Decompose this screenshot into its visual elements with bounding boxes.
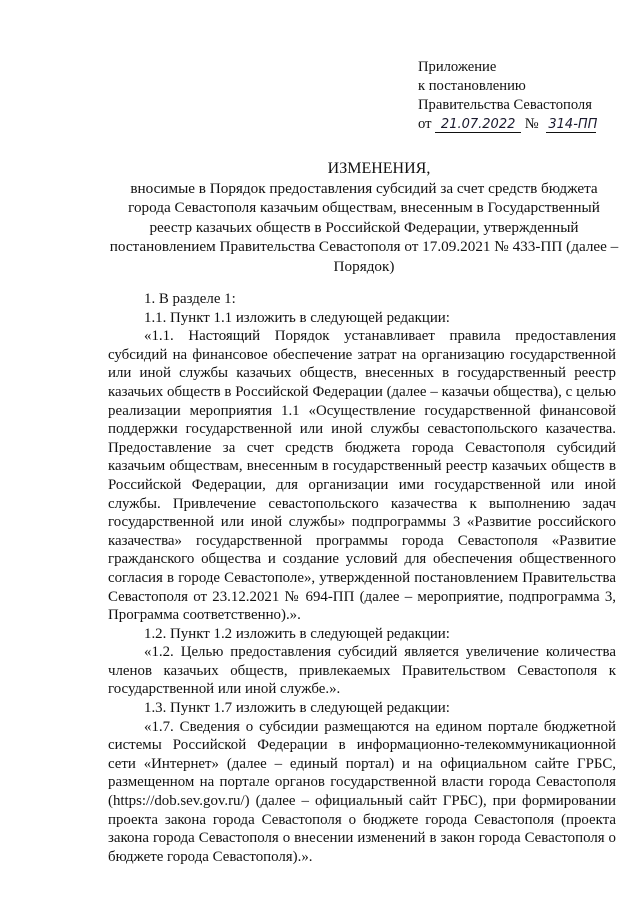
appendix-line-2: к постановлению: [418, 78, 526, 94]
title-heading: ИЗМЕНЕНИЯ,: [327, 160, 431, 177]
paragraph-item-1-1-text: «1.1. Настоящий Порядок устанавливает правила предоставления субсидий на финансовое обеспечение затрат на организацию государственной или иной службы казачьих обществ, внесенных в государственный реестр казачьих обществ в Российской Федерации (далее – казачьи общества), с целью реализации мероприятия 1.1 «Осуществление государственной финансовой поддержки государственной или иной службы севастопольского казачества. Предоставление за счет средств бюджета города Севастополя субсидий казачьим обществам, внесенным в государственный реестр казачьих обществ в Российской Федерации, для организации ими государственной или иной службы. Привлечение севастопольского казачества к выполнению задач государственной или иной службы» подпрограммы 3 «Развитие российского казачества» государственной программы города Севастополя «Развитие гражданского общества и создание условий для обеспечения общественного согласия в городе Севастополе», утвержденной постановлением Правительства Севастополя от 23.12.2021 № 694-ПП (далее – мероприятие, подпрограмма 3, Программа соответственно).».: [108, 328, 616, 624]
paragraph-item-1-1: 1.1. Пункт 1.1 изложить в следующей редакции:: [144, 309, 450, 326]
document-title: [0, 159, 640, 276]
appendix-date-line: [418, 115, 596, 134]
title-subtitle: вносимые в Порядок предоставления субсидий за счет средств бюджета города Севастополя казачьим обществам, внесенным в Государственный реестр казачьих обществ в Российской Федерации, утвержденный постановлением Правительства Севастополя от 17.09.2021 № 433-ПП (далее – Порядок): [109, 180, 619, 275]
paragraph-section-1: 1. В разделе 1:: [144, 291, 236, 307]
appendix-line-3: Правительства Севастополя: [418, 97, 592, 113]
appendix-line-1: Приложение: [418, 59, 497, 75]
handwritten-date: 21.07.2022: [435, 117, 521, 133]
appendix-block: [418, 58, 596, 134]
paragraph-item-1-3: 1.3. Пункт 1.7 изложить в следующей редакции:: [144, 700, 450, 717]
document-body: [108, 290, 616, 866]
paragraph-item-1-3-text: «1.7. Сведения о субсидии размещаются на едином портале бюджетной системы Российской Федерации в информационно-телекоммуникационной сети «Интернет» (далее – единый портал) и на официальном сайте ГРБС, размещенном на портале органов государственной власти города Севастополя (https://dob.sev.gov.ru/) (далее – официальный сайт ГРБС), при формировании проекта закона города Севастополя о бюджете города Севастополя (проекта закона города Севастополя о внесении изменений в закон города Севастополя о бюджете города Севастополя).».: [108, 718, 616, 865]
handwritten-number: 314-ПП: [548, 117, 598, 132]
number-label: №: [524, 116, 539, 132]
paragraph-item-1-2: 1.2. Пункт 1.2 изложить в следующей редакции:: [144, 625, 450, 642]
paragraph-item-1-2-text: «1.2. Целью предоставления субсидий является увеличение количества членов казачьих обществ, привлекаемых Правительством Севастополя к государственной или иной службе.».: [108, 644, 616, 698]
from-label: от: [418, 116, 432, 132]
